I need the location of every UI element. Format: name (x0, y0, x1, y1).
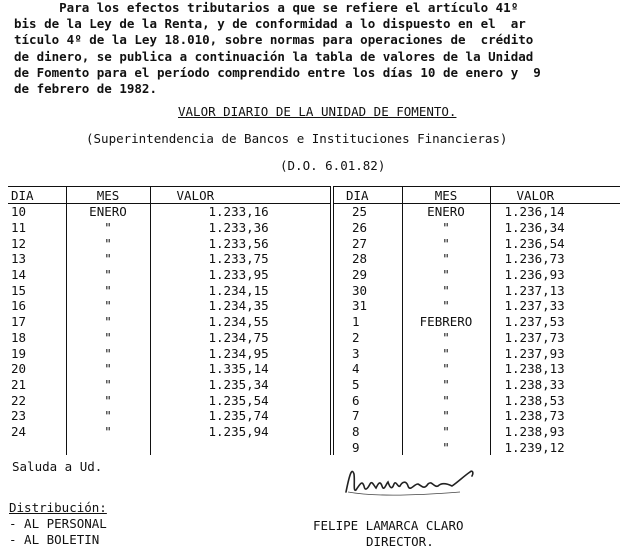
cell-valor: 1.236,14 (490, 204, 620, 220)
cell-mes (66, 439, 150, 455)
table-row (8, 251, 620, 267)
cell-valor: 1.236,73 (490, 251, 620, 267)
cell-mes: " (402, 282, 490, 298)
table-row (8, 439, 620, 455)
cell-dia: 21 (11, 376, 27, 392)
cell-dia: 25 (332, 204, 402, 220)
table-body (8, 204, 620, 456)
header-valor: VALOR (150, 187, 332, 204)
cell-dia: 14 (11, 267, 27, 283)
cell-dia: 31 (332, 298, 402, 314)
cell-dia: 13 (11, 251, 27, 267)
cell-mes: " (66, 361, 150, 377)
cell-dia: 9 (332, 439, 402, 455)
cell-mes: " (402, 267, 490, 283)
uf-values-table (8, 186, 620, 455)
cell-mes: " (66, 314, 150, 330)
cell-mes: ENERO (402, 204, 490, 220)
table-row (8, 282, 620, 298)
cell-dia: 6 (332, 392, 402, 408)
table-row (8, 345, 620, 361)
cell-valor: 1.238,93 (490, 424, 620, 440)
table-row (8, 377, 620, 393)
cell-mes: " (402, 377, 490, 393)
table-header-row (8, 187, 620, 204)
cell-mes: " (402, 298, 490, 314)
cell-mes: " (402, 361, 490, 377)
header-mes: MES (66, 187, 150, 204)
table-row (8, 267, 620, 283)
cell-dia: 23 (11, 408, 27, 424)
cell-valor: 1.237,93 (490, 345, 620, 361)
header-dia: DIA (332, 187, 402, 204)
signer-name: FELIPE LAMARCA CLARO (313, 518, 464, 533)
cell-mes: " (66, 330, 150, 346)
cell-dia: 3 (332, 345, 402, 361)
table-row (8, 330, 620, 346)
cell-mes: ENERO (66, 204, 150, 220)
cell-valor: 1.237,73 (490, 330, 620, 346)
cell-valor: 1.335,14 (150, 361, 332, 377)
cell-valor: 1.234,15 (150, 282, 332, 298)
signer-role: DIRECTOR. (366, 534, 434, 549)
intro-line: Para los efectos tributarios a que se refiere el artículo 41º (14, 0, 519, 15)
table-row (8, 298, 620, 314)
cell-mes: " (66, 377, 150, 393)
table-row (8, 408, 620, 424)
cell-valor: 1.233,36 (150, 220, 332, 236)
cell-valor: 1.236,54 (490, 235, 620, 251)
table-row (8, 220, 620, 236)
cell-dia: 16 (11, 298, 27, 314)
intro-line: tículo 4º de la Ley 18.010, sobre normas para operaciones de crédito (14, 32, 534, 48)
cell-mes: " (402, 235, 490, 251)
cell-valor: 1.237,13 (490, 282, 620, 298)
cell-valor: 1.233,56 (150, 235, 332, 251)
cell-valor (150, 439, 332, 455)
cell-valor: 1.238,33 (490, 377, 620, 393)
table-row (8, 361, 620, 377)
header-mes: MES (402, 187, 490, 204)
cell-dia: 12 (11, 235, 27, 251)
cell-dia: 26 (332, 220, 402, 236)
cell-valor: 1.239,12 (490, 439, 620, 455)
cell-dia: 1 (332, 314, 402, 330)
cell-mes: " (66, 235, 150, 251)
cell-valor: 1.234,35 (150, 298, 332, 314)
cell-dia: 30 (332, 282, 402, 298)
cell-valor: 1.235,54 (150, 392, 332, 408)
cell-mes: " (66, 392, 150, 408)
cell-mes: " (402, 439, 490, 455)
cell-mes: " (402, 408, 490, 424)
table-row (8, 314, 620, 330)
cell-dia: 15 (11, 282, 27, 298)
intro-line: de dinero, se publica a continuación la tabla de valores de la Unidad (14, 48, 534, 64)
cell-mes: " (402, 251, 490, 267)
cell-mes: " (66, 424, 150, 440)
cell-valor: 1.238,13 (490, 361, 620, 377)
table-row (8, 235, 620, 251)
table-row (8, 424, 620, 440)
distribution-title: Distribución: (9, 500, 107, 515)
cell-dia (8, 439, 66, 455)
cell-mes: " (66, 408, 150, 424)
document-subtitle: (Superintendencia de Bancos e Instituciones Financieras) (86, 131, 508, 146)
cell-dia: 27 (332, 235, 402, 251)
cell-valor: 1.233,75 (150, 251, 332, 267)
cell-dia: 18 (11, 329, 27, 345)
cell-dia: 29 (332, 267, 402, 283)
cell-dia: 24 (11, 423, 27, 439)
cell-valor: 1.236,93 (490, 267, 620, 283)
cell-mes: " (66, 282, 150, 298)
table-row (8, 204, 620, 220)
cell-dia: 5 (332, 377, 402, 393)
header-valor: VALOR (490, 187, 620, 204)
cell-valor: 1.234,95 (150, 345, 332, 361)
cell-valor: 1.234,75 (150, 330, 332, 346)
table-row (8, 392, 620, 408)
cell-valor: 1.235,94 (150, 424, 332, 440)
closing-text: Saluda a Ud. (12, 459, 103, 474)
cell-mes: " (402, 345, 490, 361)
cell-dia: 11 (11, 220, 27, 236)
intro-line: de Fomento para el período comprendido entre los días 10 de enero y 9 (14, 64, 541, 80)
cell-mes: FEBRERO (402, 314, 490, 330)
cell-valor: 1.235,74 (150, 408, 332, 424)
cell-mes: " (66, 220, 150, 236)
cell-dia: 2 (332, 330, 402, 346)
cell-mes: " (402, 330, 490, 346)
cell-valor: 1.238,73 (490, 408, 620, 424)
header-dia: DIA (8, 187, 66, 204)
distribution-item: - AL BOLETIN (9, 532, 100, 547)
cell-valor: 1.236,34 (490, 220, 620, 236)
cell-dia: 28 (332, 251, 402, 267)
document-title: VALOR DIARIO DE LA UNIDAD DE FOMENTO. (178, 104, 457, 119)
cell-dia: 7 (332, 408, 402, 424)
cell-dia: 10 (11, 204, 27, 220)
cell-valor: 1.235,34 (150, 377, 332, 393)
cell-mes: " (402, 424, 490, 440)
cell-mes: " (402, 220, 490, 236)
cell-valor: 1.238,53 (490, 392, 620, 408)
cell-mes: " (66, 298, 150, 314)
cell-dia: 4 (332, 361, 402, 377)
cell-dia: 22 (11, 392, 27, 408)
cell-mes: " (66, 345, 150, 361)
intro-line: de febrero de 1982. (14, 81, 157, 97)
cell-dia: 8 (332, 424, 402, 440)
signature-image (340, 462, 490, 504)
cell-dia: 20 (11, 361, 27, 377)
cell-mes: " (66, 267, 150, 283)
cell-mes: " (66, 251, 150, 267)
intro-paragraph (14, 0, 620, 97)
cell-valor: 1.233,16 (150, 204, 332, 220)
cell-dia: 19 (11, 345, 27, 361)
diario-reference: (D.O. 6.01.82) (280, 158, 386, 173)
cell-valor: 1.233,95 (150, 267, 332, 283)
cell-valor: 1.234,55 (150, 314, 332, 330)
cell-valor: 1.237,33 (490, 298, 620, 314)
intro-line: bis de la Ley de la Renta, y de conformidad a lo dispuesto en el ar (14, 16, 526, 32)
distribution-item: - AL PERSONAL (9, 516, 107, 531)
cell-mes: " (402, 392, 490, 408)
cell-valor: 1.237,53 (490, 314, 620, 330)
cell-dia: 17 (11, 314, 27, 330)
